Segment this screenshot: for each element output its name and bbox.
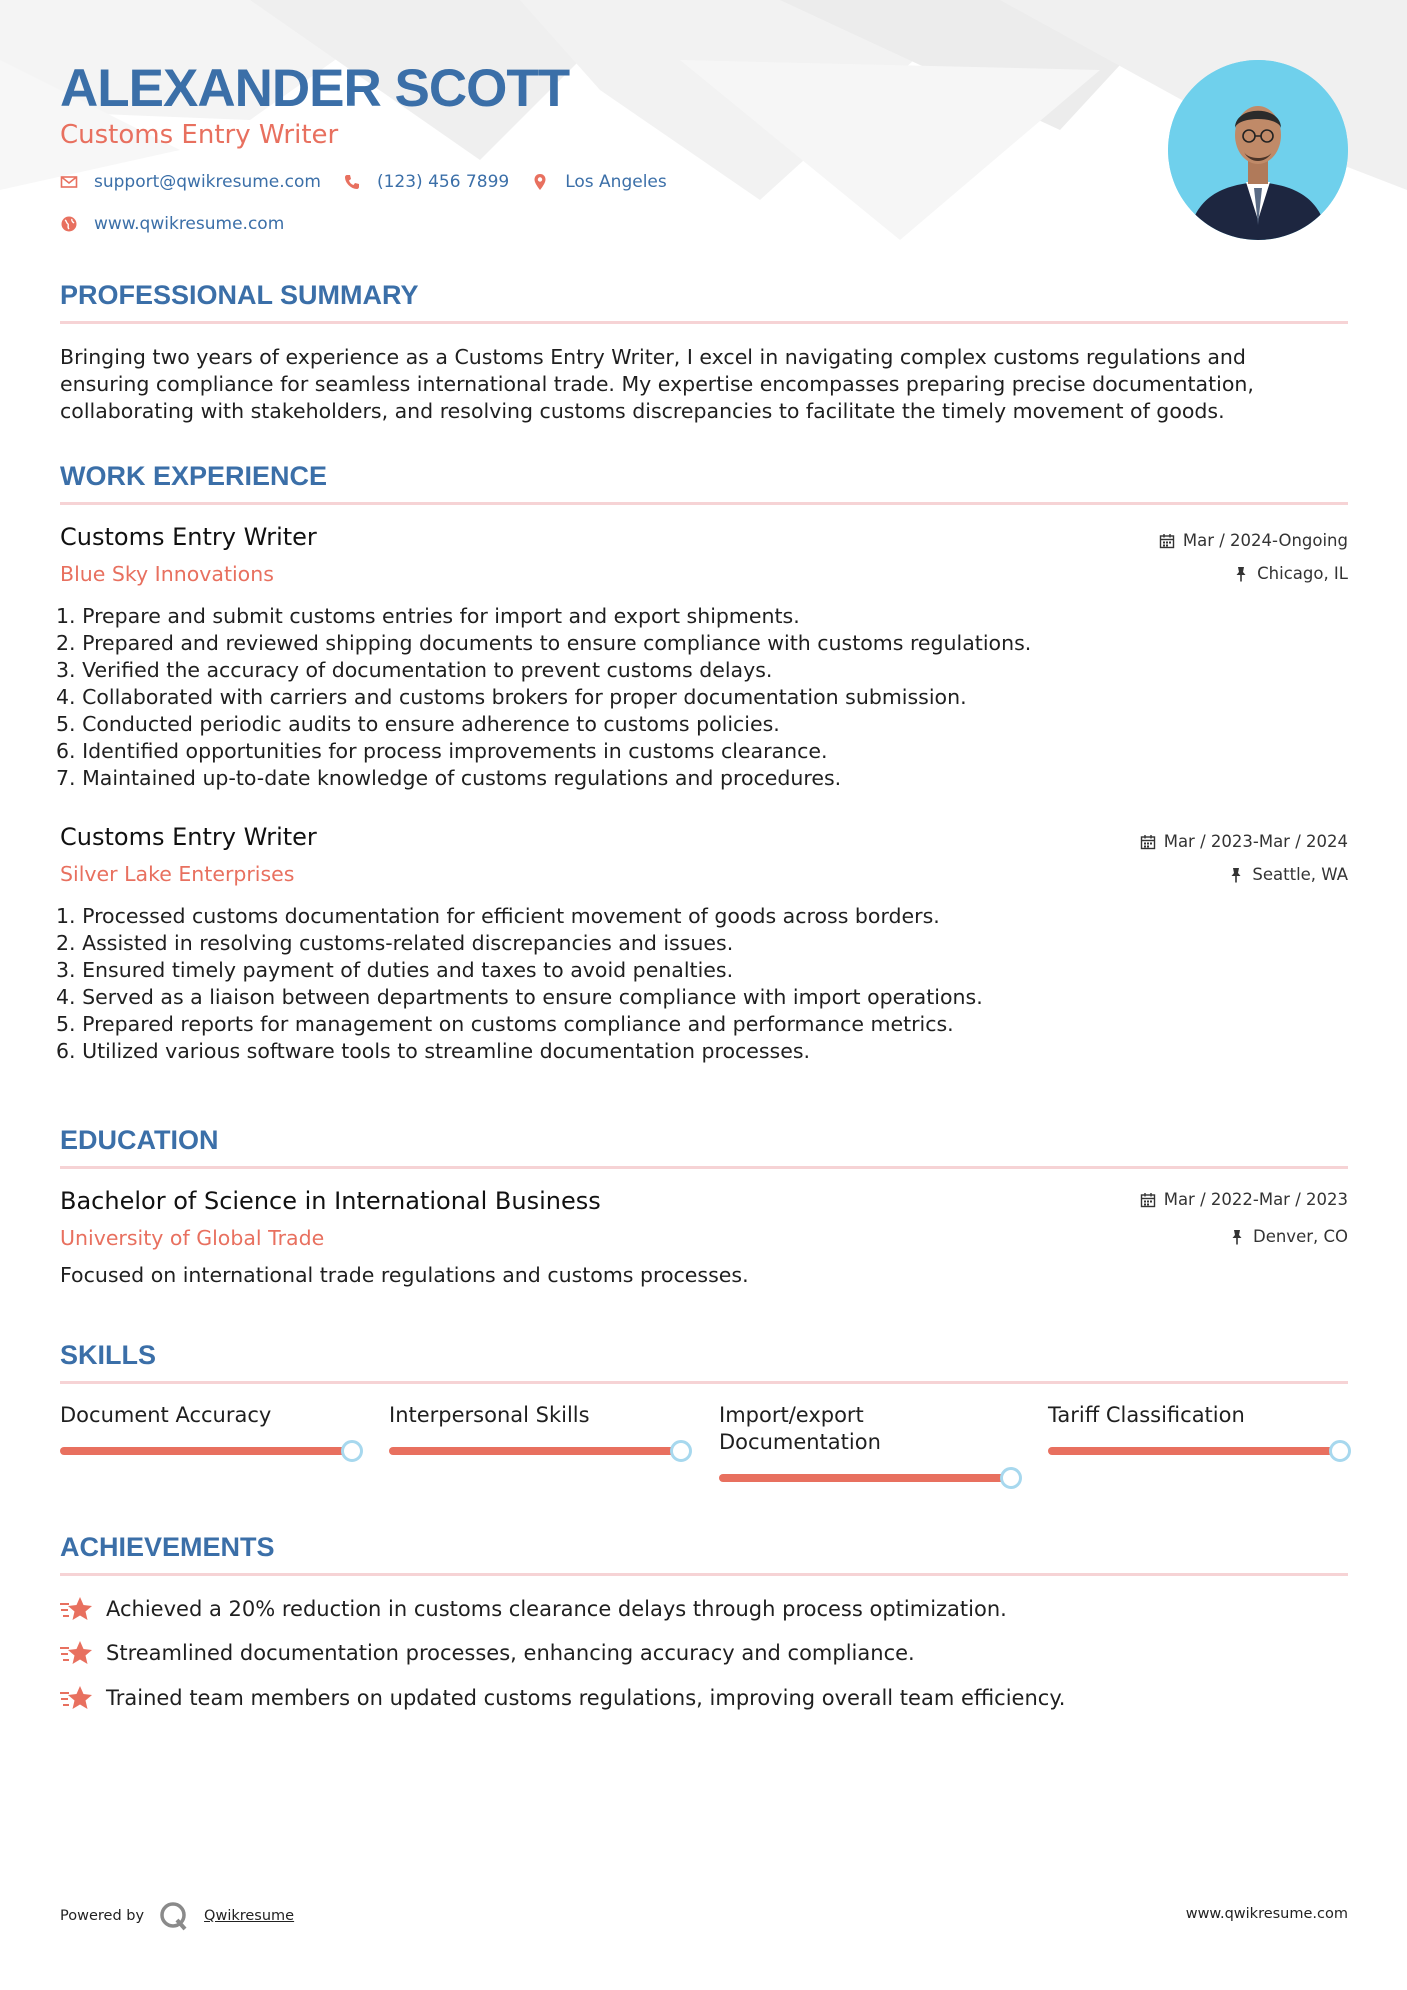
list-item: 1. Prepare and submit customs entries for import and export shipments. (56, 604, 800, 628)
map-pin-icon (531, 173, 549, 191)
list-item: 6. Utilized various software tools to streamline documentation processes. (56, 1039, 811, 1063)
company-name: Blue Sky Innovations (60, 562, 274, 586)
skill-bar (1048, 1447, 1348, 1455)
job-dates (1140, 832, 1348, 851)
list-item: 1. Processed customs documentation for efficient movement of goods across borders. (56, 904, 940, 928)
achievements-divider (60, 1573, 1348, 1576)
achievement-item (60, 1639, 915, 1667)
experience-divider (60, 502, 1348, 505)
skill-bar-knob (341, 1440, 363, 1462)
phone-icon (343, 173, 361, 191)
list-item: 5. Conducted periodic audits to ensure adherence to customs policies. (56, 712, 780, 736)
pushpin-icon (1228, 867, 1244, 883)
list-item: 2. Prepared and reviewed shipping documents to ensure compliance with customs regulations. (56, 631, 1032, 655)
skill-label-line: Documentation (719, 1430, 881, 1454)
skill-label (719, 1402, 1029, 1456)
skill-item (1048, 1402, 1358, 1429)
skill-bar-fill (1048, 1447, 1339, 1455)
skill-label: Document Accuracy (60, 1403, 272, 1427)
calendar-icon (1140, 1192, 1156, 1208)
list-item: 6. Identified opportunities for process improvements in customs clearance. (56, 739, 828, 763)
skill-bar-knob (1000, 1467, 1022, 1489)
skill-bar-knob (1329, 1440, 1351, 1462)
job-bullets (56, 903, 1346, 1065)
list-item: 4. Served as a liaison between departments to ensure compliance with import operations. (56, 985, 983, 1009)
achievement-item (60, 1684, 1065, 1712)
achievement-text: Streamlined documentation processes, enhancing accuracy and compliance. (106, 1641, 915, 1665)
location-text: Denver, CO (1252, 1227, 1348, 1246)
person-portrait-icon (1168, 60, 1348, 240)
education-location (1229, 1227, 1348, 1246)
candidate-role: Customs Entry Writer (60, 120, 339, 150)
skill-bar-knob (670, 1440, 692, 1462)
footer-powered-by (60, 1900, 294, 1932)
list-item: 3. Ensured timely payment of duties and taxes to avoid penalties. (56, 958, 734, 982)
achievements-heading: ACHIEVEMENTS (60, 1532, 275, 1562)
contact-phone[interactable] (343, 172, 509, 192)
powered-by-text: Powered by (60, 1908, 145, 1924)
list-item: 4. Collaborated with carriers and customs brokers for proper documentation submission. (56, 685, 967, 709)
skill-label: Tariff Classification (1048, 1403, 1245, 1427)
list-item: 7. Maintained up-to-date knowledge of customs regulations and procedures. (56, 766, 842, 790)
qwikresume-link[interactable]: Qwikresume (204, 1908, 295, 1924)
footer-website[interactable]: www.qwikresume.com (1185, 1906, 1348, 1922)
dates-text: Mar / 2023-Mar / 2024 (1163, 832, 1348, 851)
summary-line: ensuring compliance for seamless international trade. My expertise encompasses preparing precise documentation, (60, 372, 1254, 396)
contact-row-secondary (60, 214, 306, 234)
qwikresume-logo-icon (158, 1900, 190, 1932)
calendar-icon (1140, 834, 1156, 850)
summary-line: collaborating with stakeholders, and resolving customs discrepancies to facilitate the timely movement of goods. (60, 399, 1225, 423)
pushpin-icon (1229, 1229, 1245, 1245)
list-item: 3. Verified the accuracy of documentation to prevent customs delays. (56, 658, 773, 682)
summary-line: Bringing two years of experience as a Customs Entry Writer, I excel in navigating complex customs regulations and (60, 345, 1246, 369)
skill-bar (719, 1474, 1019, 1482)
skills-divider (60, 1381, 1348, 1384)
experience-heading: WORK EXPERIENCE (60, 461, 328, 491)
job-title: Customs Entry Writer (60, 823, 317, 851)
location-text: Seattle, WA (1252, 865, 1348, 884)
summary-text (60, 344, 1350, 425)
education-dates (1140, 1190, 1348, 1209)
education-heading: EDUCATION (60, 1125, 219, 1155)
company-name: Silver Lake Enterprises (60, 862, 295, 886)
location-text: Los Angeles (565, 172, 667, 192)
email-text: support@qwikresume.com (94, 172, 321, 192)
degree-title: Bachelor of Science in International Business (60, 1187, 601, 1215)
job-bullets (56, 603, 1346, 792)
list-item: 5. Prepared reports for management on customs compliance and performance metrics. (56, 1012, 954, 1036)
job-dates (1159, 531, 1348, 550)
dates-text: Mar / 2022-Mar / 2023 (1163, 1190, 1348, 1209)
envelope-icon (60, 173, 78, 191)
shooting-star-icon (60, 1639, 92, 1667)
skill-item (60, 1402, 370, 1429)
candidate-name: ALEXANDER SCOTT (60, 59, 570, 118)
skills-heading: SKILLS (60, 1340, 157, 1370)
skill-item (389, 1402, 699, 1429)
skill-bar-fill (60, 1447, 351, 1455)
skill-bar (60, 1447, 360, 1455)
list-item: 2. Assisted in resolving customs-related discrepancies and issues. (56, 931, 734, 955)
contact-location (531, 172, 667, 192)
achievement-text: Trained team members on updated customs regulations, improving overall team efficiency. (106, 1686, 1066, 1710)
website-text: www.qwikresume.com (94, 214, 285, 234)
achievement-text: Achieved a 20% reduction in customs clearance delays through process optimization. (106, 1597, 1007, 1621)
job-title: Customs Entry Writer (60, 523, 317, 551)
location-text: Chicago, IL (1257, 564, 1348, 583)
achievement-item (60, 1595, 1007, 1623)
skill-label-line: Import/export (719, 1403, 864, 1427)
phone-text: (123) 456 7899 (376, 172, 510, 192)
education-description: Focused on international trade regulations and customs processes. (60, 1263, 749, 1287)
education-divider (60, 1166, 1348, 1169)
contact-row-primary (60, 172, 689, 192)
calendar-icon (1159, 533, 1175, 549)
job-location (1228, 865, 1348, 884)
pushpin-icon (1233, 566, 1249, 582)
job-location (1233, 564, 1348, 583)
summary-divider (60, 321, 1348, 324)
shooting-star-icon (60, 1595, 92, 1623)
skill-label: Interpersonal Skills (389, 1403, 590, 1427)
summary-heading: PROFESSIONAL SUMMARY (60, 280, 419, 310)
skill-bar-fill (389, 1447, 680, 1455)
dates-text: Mar / 2024-Ongoing (1182, 531, 1348, 550)
skill-item (719, 1402, 1029, 1456)
skill-bar-fill (719, 1474, 1010, 1482)
profile-photo (1168, 60, 1348, 240)
shooting-star-icon (60, 1684, 92, 1712)
contact-email[interactable] (60, 172, 321, 192)
globe-icon (60, 215, 78, 233)
school-name: University of Global Trade (60, 1226, 325, 1250)
skill-bar (389, 1447, 689, 1455)
contact-website[interactable] (60, 214, 284, 234)
